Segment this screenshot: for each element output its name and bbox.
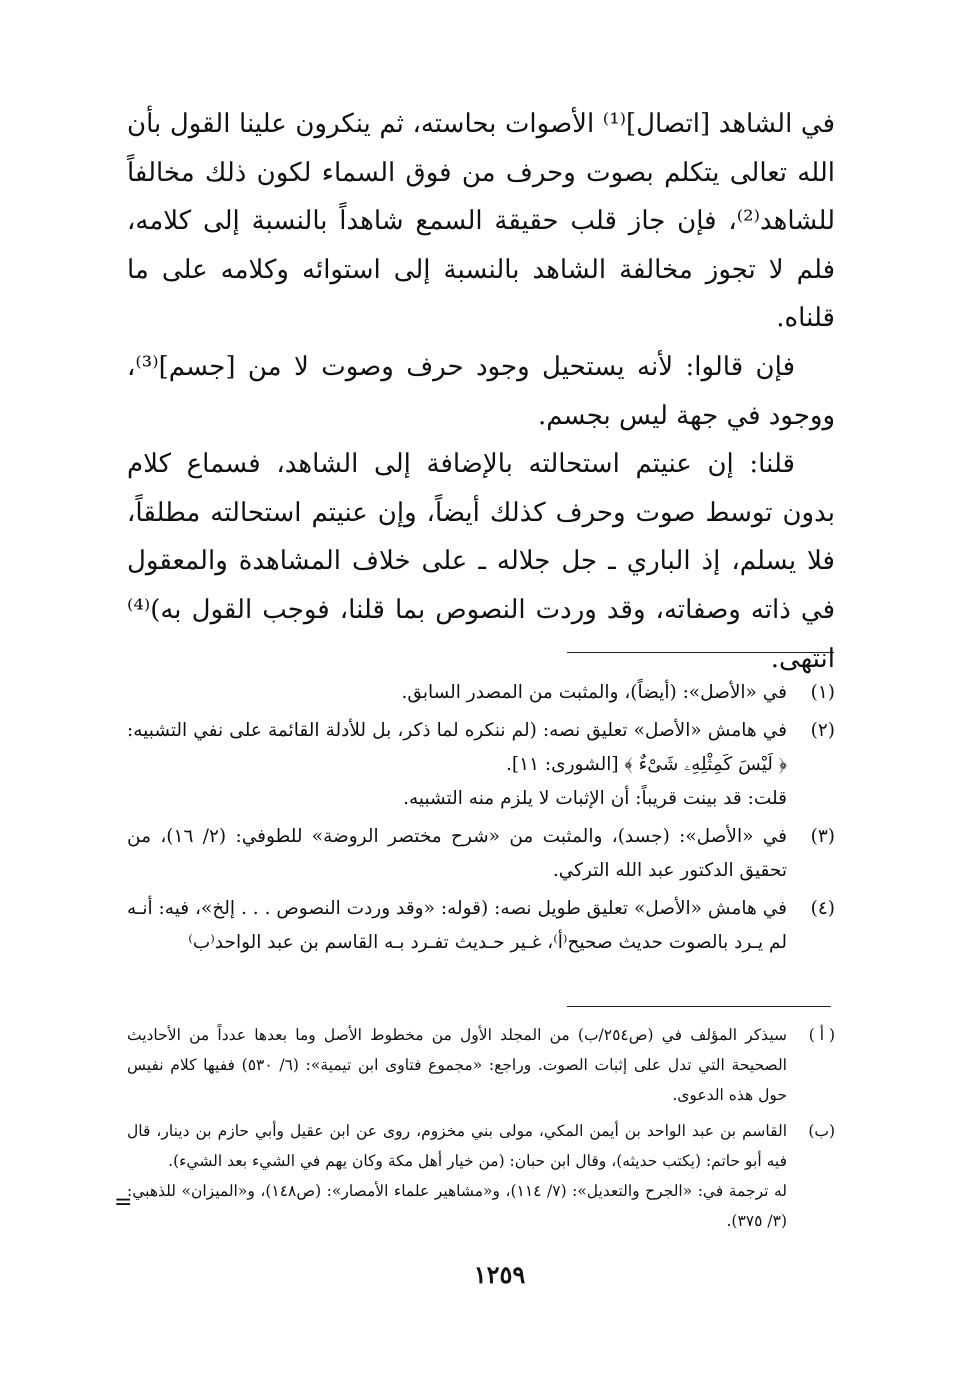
- main-text: [127, 100, 835, 683]
- page-number-text: ١٢٥٩: [473, 1260, 526, 1289]
- footnote-number: (٤): [810, 898, 835, 919]
- footnote-1: [127, 676, 835, 710]
- paragraph-2: فإن قالوا: لأنه يستحيل وجود حرف وصوت لا من [جسم]⁽³⁾، ووجود في جهة ليس بجسم.: [127, 351, 835, 431]
- page-number: [0, 1260, 959, 1289]
- footnote-text: قلت: قد بينت قريباً: أن الإثبات لا يلزم منه التشبيه.: [403, 788, 787, 809]
- subnote-text: سيذكر المؤلف في (ص٢٥٤/ب) من المجلد الأول من مخطوط الأصل وما بعدها عدداً من الأحاديث الصحيحة التي تدل على إثبات الصوت. وراجع: «مجموع فتاوى ابن تيمية»: (٦/ ٥٣٠) ففيها كلام نفيس حول هذه الدعوى.: [127, 1026, 787, 1104]
- paragraph-1: في الشاهد [اتصال]⁽¹⁾ الأصوات بحاسته، ثم ينكرون علينا القول بأن الله تعالى يتكلم بصوت وحرف من فوق السماء لكون ذلك مخالفاً للشاهد⁽²⁾، فإن جاز قلب حقيقة السمع شاهداً بالنسبة إلى كلامه، فلم لا تجوز مخالفة الشاهد بالنسبة إلى استوائه وكلامه على ما قلناه.: [127, 109, 835, 334]
- subnote-number: (ب): [808, 1122, 835, 1140]
- subnote-number: ( أ ): [808, 1026, 835, 1044]
- footnote-text: في «الأصل»: (أيضاً)، والمثبت من المصدر السابق.: [401, 682, 787, 703]
- subnote-b: [127, 1116, 835, 1236]
- footnote-4: [127, 892, 835, 960]
- continuation-mark: =: [114, 1190, 133, 1215]
- footnote-number: (٢): [810, 720, 835, 741]
- paragraph-3: قلنا: إن عنيتم استحالته بالإضافة إلى الشاهد، فسماع كلام بدون توسط صوت وحرف كذلك أيضاً، وإن عنيتم استحالته مطلقاً، فلا يسلم، إذ الباري ـ جل جلاله ـ على خلاف المشاهدة والمعقول في ذاته وصفاته، وقد وردت النصوص بما قلنا، فوجب القول به)⁽⁴⁾ انتهى.: [127, 449, 835, 674]
- subnote-text: له ترجمة في: «الجرح والتعديل»: (٧/ ١١٤)، و«مشاهير علماء الأمصار»: (ص١٤٨)، و«الميزان» للذهبي: (٣/ ٣٧٥).: [127, 1182, 787, 1230]
- footnotes: [127, 676, 835, 964]
- footnote-number: (٣): [810, 826, 835, 847]
- subnote-text: القاسم بن عبد الواحد بن أيمن المكي، مولى بني مخزوم، روى عن ابن عقيل وأبي حازم بن دينار، قال فيه أبو حاتم: (يكتب حديثه)، وقال ابن حبان: (من خيار أهل مكة وكان يهم في الشيء بعد الشيء).: [127, 1122, 787, 1170]
- footnote-text: في هامش «الأصل» تعليق نصه: (لم ننكره لما ذكر، بل للأدلة القائمة على نفي التشبيه: ﴿ لَيْسَ كَمِثْلِهِۦ شَىْءٌ ﴾ [الشورى: ١١].: [127, 720, 787, 775]
- footnote-separator: [567, 652, 834, 653]
- footnote-number: (١): [810, 682, 835, 703]
- subnote-a: [127, 1020, 835, 1110]
- footnote-text: في «الأصل»: (جسد)، والمثبت من «شرح مختصر الروضة» للطوفي: (٢/ ١٦)، من تحقيق الدكتور عبد الله التركي.: [127, 826, 788, 881]
- footnote-3: [127, 820, 835, 888]
- subnote-separator: [567, 1006, 831, 1007]
- footnote-2: [127, 714, 835, 816]
- subnotes: [127, 1020, 835, 1242]
- footnote-text: في هامش «الأصل» تعليق طويل نصه: (قوله: «وقد وردت النصوص . . . إلخ»، فيه: أنـه لم يـرد بالصوت حديث صحيح⁽أ⁾، غـير حـديث تفـرد بـه القاسم بن عبد الواحد⁽ب⁾: [127, 898, 787, 953]
